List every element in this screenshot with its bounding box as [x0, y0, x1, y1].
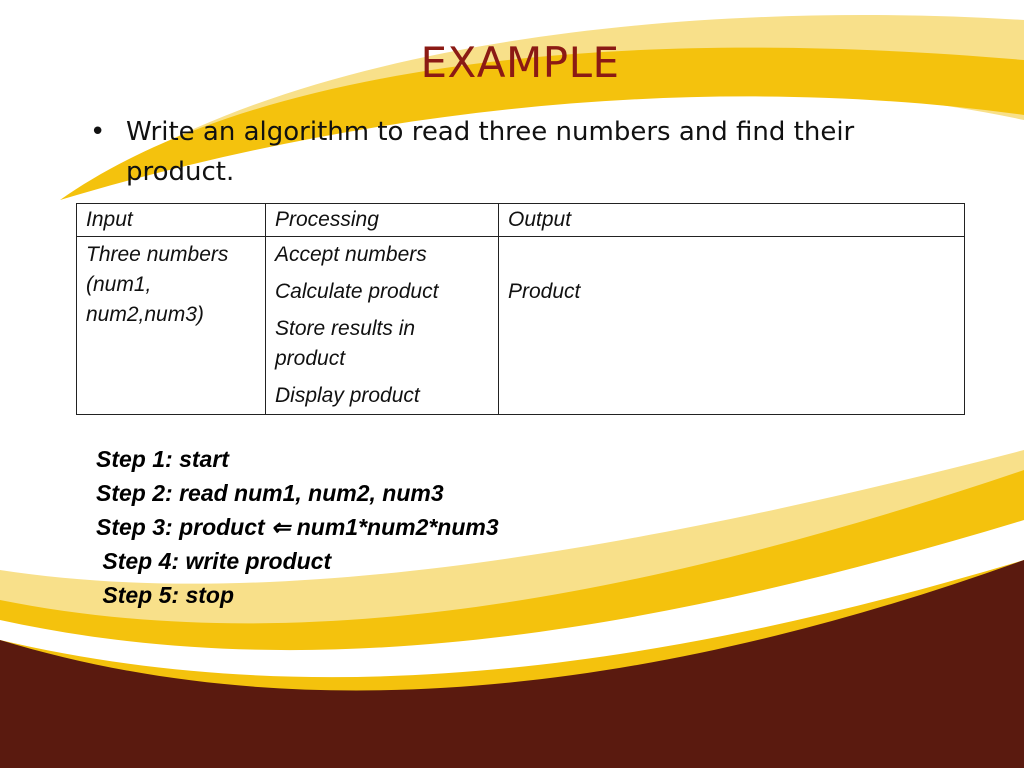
step-4: Step 4: write product: [96, 548, 332, 574]
processing-cell: [266, 237, 499, 415]
step-1: Step 1: start: [96, 446, 229, 472]
step-5: Step 5: stop: [96, 582, 235, 608]
processing-step: Store results in product: [275, 317, 416, 370]
algorithm-steps: [96, 442, 499, 612]
header-input: Input: [77, 204, 266, 237]
slide-title: EXAMPLE: [420, 38, 620, 87]
output-cell: Product: [499, 237, 965, 415]
processing-step: Calculate product: [275, 280, 439, 303]
table-row: [77, 237, 965, 415]
step-2: Step 2: read num1, num2, num3: [96, 480, 444, 506]
bullet-point: [90, 112, 950, 192]
processing-step: Accept numbers: [275, 243, 427, 266]
table-header-row: [77, 204, 965, 237]
input-cell: Three numbers (num1, num2,num3): [77, 237, 266, 415]
processing-step: Display product: [275, 384, 420, 407]
step-3: Step 3: product ⇐ num1*num2*num3: [96, 514, 499, 540]
bullet-text: Write an algorithm to read three numbers and find their product.: [126, 117, 855, 187]
bullet-icon: •: [90, 117, 106, 147]
ipo-table: [76, 203, 965, 415]
header-processing: Processing: [266, 204, 499, 237]
header-output: Output: [499, 204, 965, 237]
